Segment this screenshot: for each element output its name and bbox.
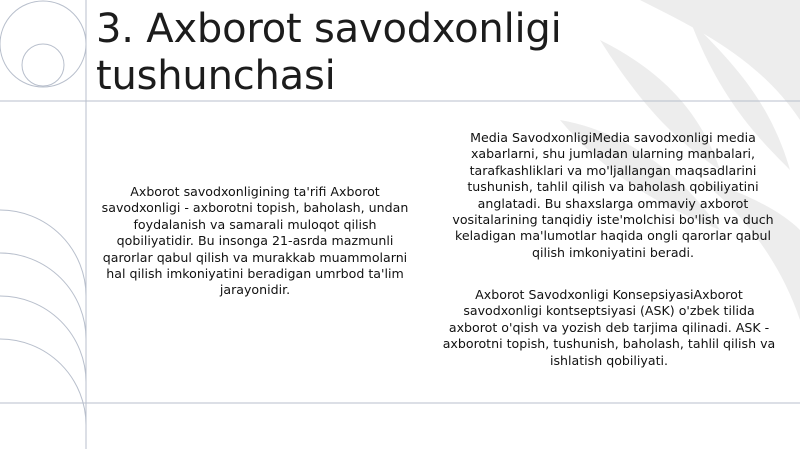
slide-title: 3. Axborot savodxonligi tushunchasi xyxy=(96,6,562,99)
media-literacy-text: Media SavodxonligiMedia savodxonligi media xabarlarni, shu jumladan ularning manbalari, tarafkashliklari va mo'ljallangan maqsadlarini tushunish, tahlil qilish va baholash qobiliyatini anglatadi. Bu shaxslarga ommaviy axborot vositalarining tanqidiy iste'molchisi bo'lish va duch keladigan ma'lumotlar haqida ongli qarorlar qabul qilish imkoniyatini beradi. xyxy=(452,130,774,260)
concept-text: Axborot Savodxonligi KonsepsiyasiAxborot savodxonligi kontseptsiyasi (ASK) o'zbek tilida axborot o'qish va yozish deb tarjima qilinadi. ASK - axborotni topish, tushunish, baholash, tahlil qilish va ishlatish qobiliyati. xyxy=(442,287,776,368)
definition-text: Axborot savodxonligining ta'rifi Axborot savodxonligi - axborotni topish, baholash, undan foydalanish va samarali muloqot qilish qobiliyatidir. Bu insonga 21-asrda mazmunli qarorlar qabul qilish va murakkab muammolarni hal qilish imkoniyatini beradigan umrbod ta'lim jarayonidir. xyxy=(101,184,409,298)
